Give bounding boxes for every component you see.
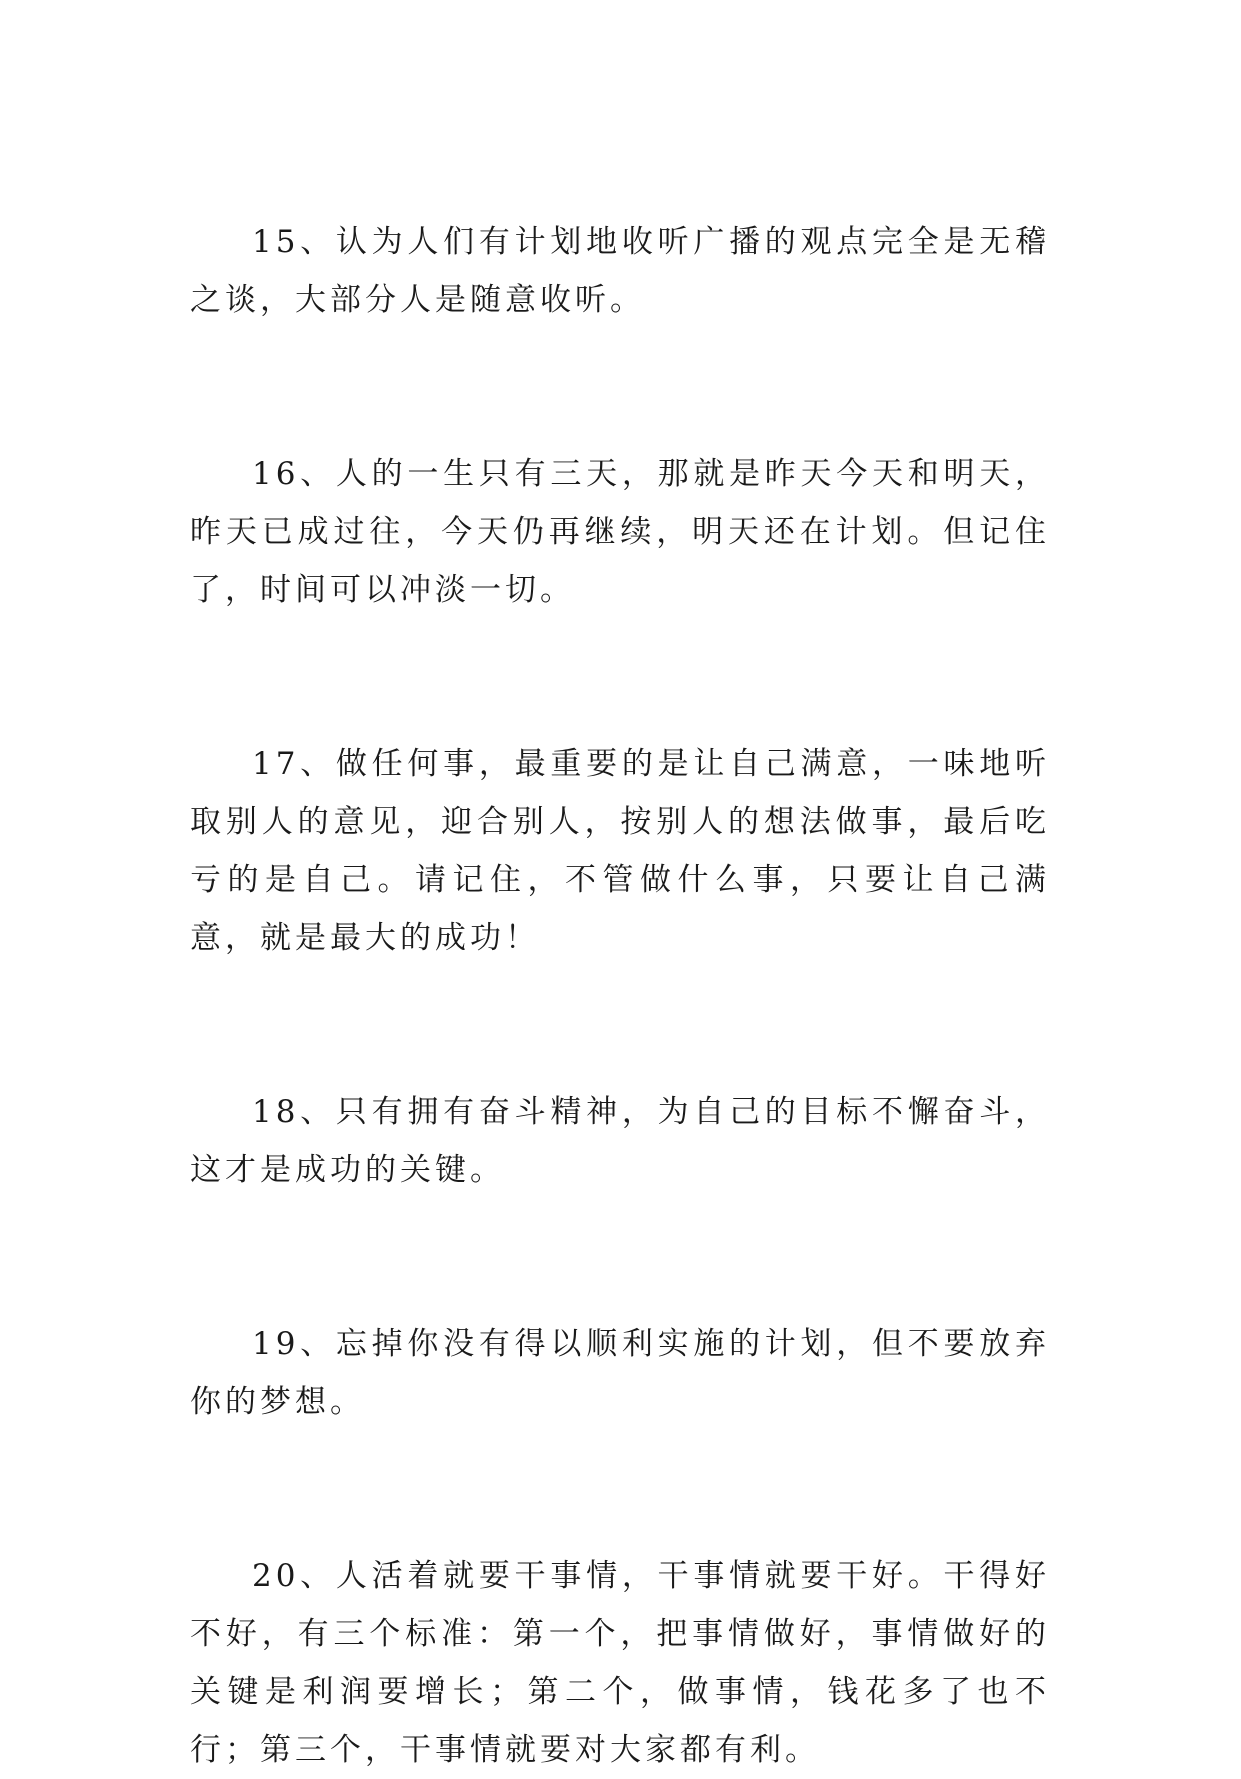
paragraph-16: 16、人的一生只有三天，那就是昨天今天和明天，昨天已成过往，今天仍再继续，明天还在计划。但记住了，时间可以冲淡一切。: [190, 456, 1050, 608]
paragraph-17: 17、做任何事，最重要的是让自己满意，一味地听取别人的意见，迎合别人，按别人的想法做事，最后吃亏的是自己。请记住，不管做什么事，只要让自己满意，就是最大的成功！: [190, 746, 1050, 956]
paragraph-20: 20、人活着就要干事情，干事情就要干好。干得好不好，有三个标准：第一个，把事情做好，事情做好的关键是利润要增长；第二个，做事情，钱花多了也不行；第三个，干事情就要对大家都有利。: [190, 1558, 1050, 1768]
document-body: [190, 213, 1050, 1779]
paragraph-19: 19、忘掉你没有得以顺利实施的计划，但不要放弃你的梦想。: [190, 1326, 1050, 1420]
paragraph-15: 15、认为人们有计划地收听广播的观点完全是无稽之谈，大部分人是随意收听。: [190, 224, 1050, 318]
paragraph-18: 18、只有拥有奋斗精神，为自己的目标不懈奋斗，这才是成功的关键。: [190, 1094, 1050, 1188]
